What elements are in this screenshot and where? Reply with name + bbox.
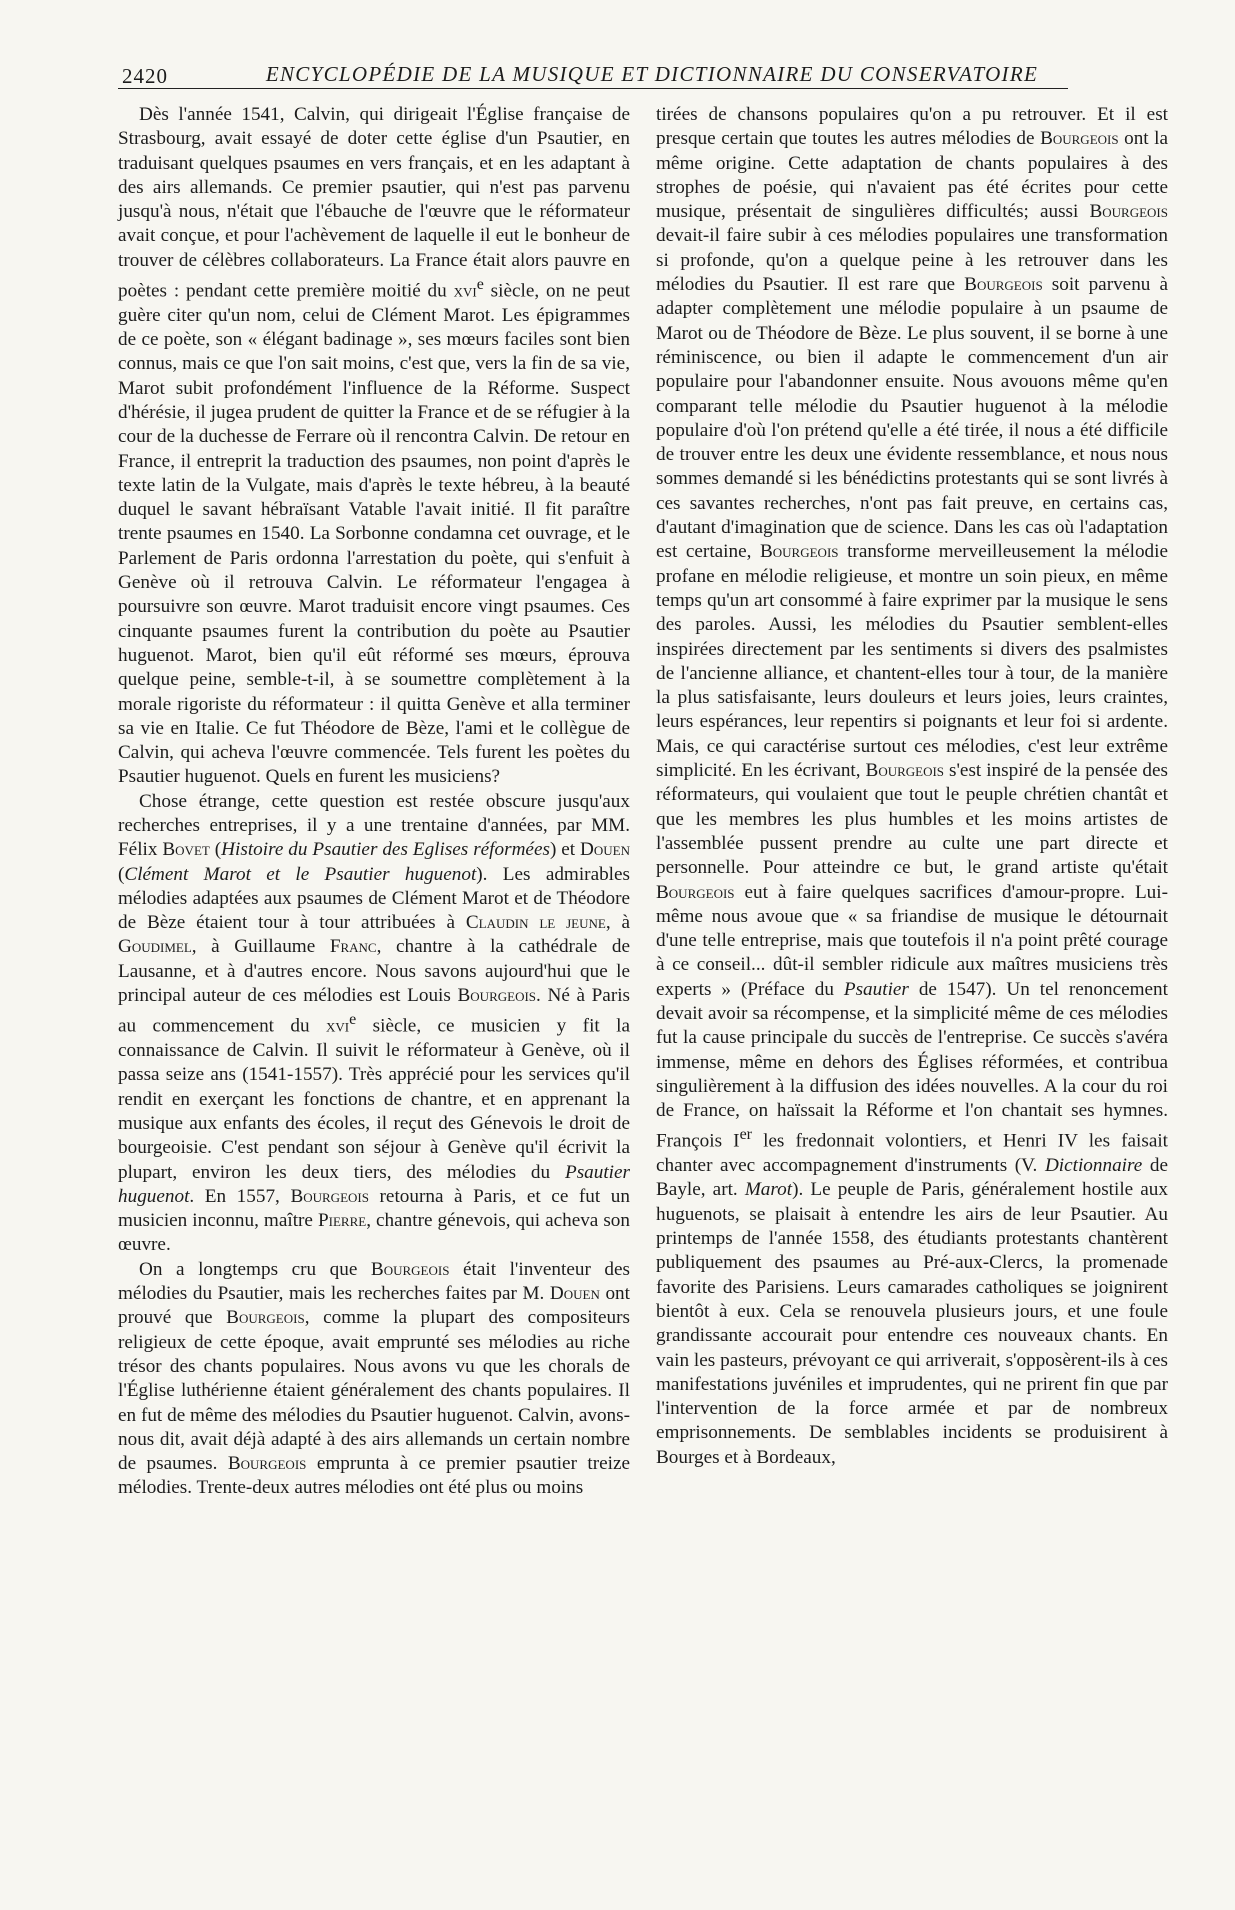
page-number: 2420 [122,64,168,88]
paragraph-musicians-question: Chose étrange, cette question est restée obscure jusqu'aux recherches entreprises, il y a une trentaine d'années, par MM. Félix Bovet (Histoire du Psautier des Eglises réformées) et Douen (Clément Marot et le Psautier huguenot). Les admirables mélodies adaptées aux psaumes de Clément Marot et de Théodore de Bèze étaient tour à tour attribuées à Claudin le jeune, à Goudimel, à Guillaume Franc, chantre à la cathédrale de Lausanne, et à d'autres encore. Nous savons aujourd'hui que le principal auteur de ces mélodies est Louis Bourgeois. Né à Paris au commencement du xvi$^e$ siècle, ce musicien y fit la connaissance de Calvin. Il suivit le réformateur à Genève, où il passa seize ans (1541-1557). Très apprécié pour les services qu'il rendit en exerçant les fonctions de chantre, et en apprenant la musique aux enfants des écoles, il reçut des Génevois le droit de bourgeoisie. C'est pendant son séjour à Genève qu'il écrivit la plupart, environ les deux tiers, des mélodies du Psautier huguenot. En 1557, Bourgeois retourna à Paris, et ce fut un musicien inconnu, maître Pierre, chantre génevois, qui acheva son œuvre. [118,790,631,1256]
paragraph-adaptation-success: tirées de chansons populaires qu'on a pu retrouver. Et il est presque certain que toutes les autres mélodies de Bourgeois ont la même origine. Cette adaptation de chants populaires à des strophes de poésie, qui n'avaient pas été écrites pour cette musique, présentait de singulières difficultés; aussi Bourgeois devait-il faire subir à ces mélodies populaires une transformation si profonde, qu'on a quelque peine à les retrouver dans les mélodies du Psautier. Il est rare que Bourgeois soit parvenu à adapter complètement une mélodie populaire à un psaume de Marot ou de Théodore de Bèze. Le plus souvent, il se borne à une réminiscence, ou bien il adapte le commencement d'un air populaire pour l'abandonner ensuite. Nous avouons même qu'en comparant telle mélodie du Psautier huguenot à la mélodie populaire d'où l'on prétend qu'elle a été tirée, il nous a été difficile de trouver entre les deux une évidente ressemblance, et nous nous sommes demandé si les bénédictins protestants qui se sont livrés à ces savantes recherches, n'ont pas fait preuve, en certains cas, d'autant d'imagination que de science. Dans les cas où l'adaptation est certaine, Bourgeois transforme merveilleusement la mélodie profane en mélodie religieuse, et montre un soin pieux, en même temps qu'un art consommé à faire exprimer par la musique le sens des paroles. Aussi, les mélodies du Psautier semblent-elles inspirées directement par les sentiments si divers des psalmistes de l'ancienne alliance, et chantent-elles tour à tour, de la manière la plus satisfaisante, leurs douleurs et leurs joies, leurs craintes, leurs espérances, leur repentirs si poignants et leur foi si ardente. Mais, ce qui caractérise surtout ces mélodies, c'est leur extrême simplicité. En les écrivant, Bourgeois s'est inspiré de la pensée des réformateurs, qui voulaient que tout le peuple chrétien chantât et que les membres les plus humbles et les moins artistes de l'assemblée pussent prendre au culte une part directe et personnelle. Pour atteindre ce but, le grand artiste qu'était Bourgeois eut à faire quelques sacrifices d'amour-propre. Lui-même nous avoue que « sa friandise de musique le détournait d'une telle entreprise, mais que toutefois il n'a point prêté courage à ce conseil... dût-il sembler ridicule aux maîtres musiciens très experts » (Préface du Psautier de 1547). Un tel renoncement devait avoir sa récompense, et la simplicité même de ces mélodies fut la cause principale du succès de l'entreprise. Ce succès s'avéra immense, même en dehors des Églises réformées, et contribua singulièrement à la diffusion des idées nouvelles. A la cour du roi de France, on haïssait la Réforme et l'on chantait ses hymnes. François Ier les fredonnait volontiers, et Henri IV les faisait chanter avec accompagnement d'instruments (V. Dictionnaire de Bayle, art. Marot). Le peuple de Paris, généralement hostile aux huguenots, se plaisait à entendre les airs de leur Psautier. Au printemps de l'année 1558, des étudiants protestants chantèrent publiquement des psaumes au Pré-aux-Clercs, la promenade favorite des Parisiens. Leurs camarades catholiques se joignirent bientôt à eux. Cela se renouvela plusieurs jours, et une foule grandissante accourait pour entendre ces nouveaux chants. En vain les pasteurs, prévoyant ce qui arriverait, s'opposèrent-ils à ces manifestations juvéniles et imprudentes, qui ne prirent fin que par l'intervention de la force armée et par de nombreux emprisonnements. De semblables incidents se produisirent à Bourges et à Bordeaux, [656,104,1168,1468]
paragraph-calvin-marot: Dès l'année 1541, Calvin, qui dirigeait l'Église française de Strasbourg, avait essayé de doter cette église d'un Psautier, en traduisant quelques psaumes en vers français, et en les adaptant à des airs allemands. Ce premier psautier, qui n'est pas parvenu jusqu'à nous, n'était que l'ébauche de l'œuvre que le réformateur avait conçue, et pour l'achèvement de laquelle il eut le bonheur de trouver de célèbres collaborateurs. La France était alors pauvre en poètes : pendant cette première moitié du xvi$^e$ siècle, on ne peut guère citer qu'un nom, celui de Clément Marot. Les épigrammes de ce poète, son « élégant badinage », ses mœurs faciles sont bien connus, mais ce que l'on sait moins, c'est que, vers la fin de sa vie, Marot subit profondément l'influence de la Réforme. Suspect d'hérésie, il jugea prudent de quitter la France et de se réfugier à la cour de la duchesse de Ferrare où il rencontra Calvin. De retour en France, il entreprit la traduction des psaumes, non point d'après le texte latin de la Vulgate, mais d'après le texte hébreu, à la beauté duquel le savant hébraïsant Vatable l'avait initié. Il fit paraître trente psaumes en 1540. La Sorbonne condamna cet ouvrage, et le Parlement de Paris ordonna l'arrestation du poète, qui s'enfuit à Genève où il retrouva Calvin. Le réformateur l'engagea à poursuivre son œuvre. Marot traduisit encore vingt psaumes. Ces cinquante psaumes furent la contribution du poète au Psautier huguenot. Marot, bien qu'il eût réformé ses mœurs, éprouva quelque peine, semble-t-il, à se soumettre complètement à la morale rigoriste du réformateur : il quitta Genève et alla terminer sa vie en Italie. Ce fut Théodore de Bèze, l'ami et le collègue de Calvin, qui acheva l'œuvre commencée. Tels furent les poètes du Psautier huguenot. Quels en furent les musiciens? [118,104,630,788]
running-title: ENCYCLOPÉDIE DE LA MUSIQUE ET DICTIONNAIRE DU CONSERVATOIRE [265,62,1039,86]
left-column [118,103,630,1893]
paragraph-bourgeois-melodies: On a longtemps cru que Bourgeois était l'inventeur des mélodies du Psautier, mais les recherches faites par M. Douen ont prouvé que Bourgeois, comme la plupart des compositeurs religieux de cette époque, avait emprunté ses mélodies au riche trésor des chants populaires. Nous avons vu que les chorals de l'Église luthérienne étaient généralement des chants populaires. Il en fut de même des mélodies du Psautier huguenot. Calvin, avons-nous dit, avait déjà adapté à des airs allemands un certain nombre de psaumes. Bourgeois emprunta à ce premier psautier treize mélodies. Trente-deux autres mélodies ont été plus ou moins [118,1258,630,1499]
right-column [656,103,1168,1893]
running-header [118,58,1068,89]
